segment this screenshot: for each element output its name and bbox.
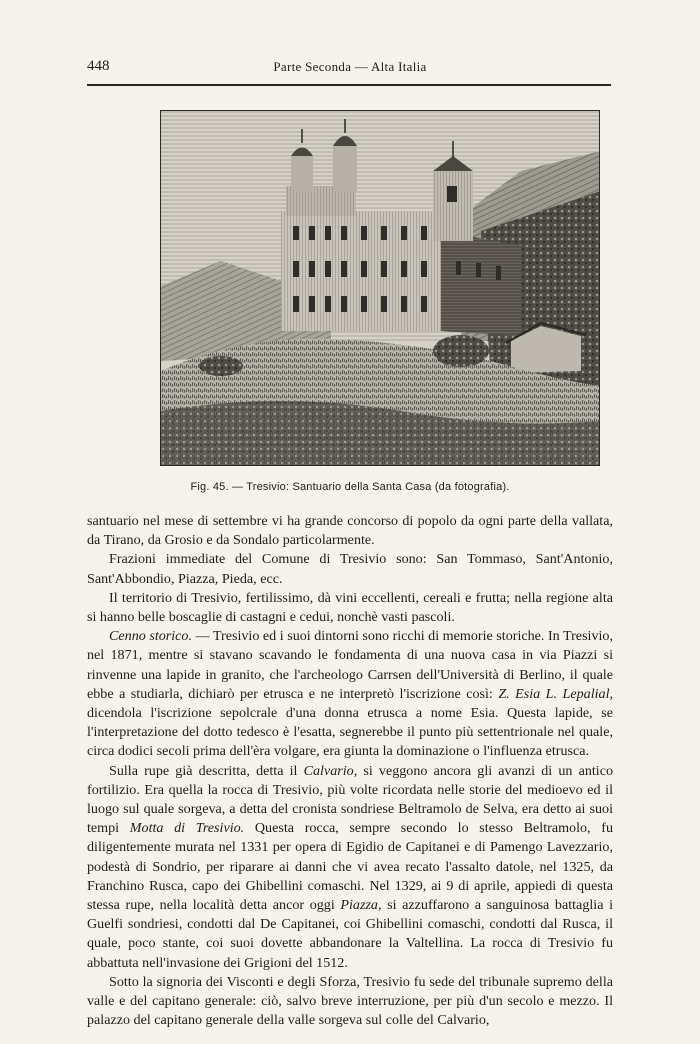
text-segment: santuario nel mese di settembre vi ha grande concorso di popolo da ogni parte della vallata, da Tirano, da Grosio e da Sondalo particolarmente. <box>87 513 613 549</box>
text-segment: Sulla rupe già descritta, detta il <box>109 762 304 779</box>
text-segment: Il territorio di Tresivio, fertilissimo, dà vini eccellenti, cereali e frutta; nella regione alta si hanno belle boscaglie di castagni e cedui, nonchè vasti pascoli. <box>87 589 613 626</box>
text-segment: Sotto la signoria dei Visconti e degli Sforza, Tresivio fu sede del tribunale supremo della valle e del capitano generale: ciò, salvo breve interruzione, per più d'un secolo e mezzo. Il palazzo del capitano generale della valle sorgeva sul colle del Calvario, <box>87 973 613 1029</box>
sanctuary-engraving-illustration <box>161 111 600 466</box>
body-text <box>87 512 613 1030</box>
text-segment: si veggono ancora gli avanzi di un antico fortilizio. Era quella la rocca di Tresivio, più volte ricordata nelle storie del medioevo ed il luogo sul quale sorgeva, a detta del cronista sondriese Beltramolo de Selva, era detto ai suoi tempi <box>87 762 613 837</box>
text-segment: dicendola l'iscrizione sepolcrale d'una donna etrusca a nome Esia. Questa lapide, se l'interpretazione del dotto tedesco è l'esatta, segnerebbe il punto più settentrionale nel quale, circa dodici secoli prima dell'èra volgare, era giunta la dominazione o l'influenza etrusca. <box>87 705 613 760</box>
italic-term-calvario: Calvario, <box>303 762 358 779</box>
paragraph <box>87 550 613 588</box>
header-rule <box>87 84 611 86</box>
italic-term-piazza: Piazza, <box>340 897 382 914</box>
running-title: Parte Seconda — Alta Italia <box>273 59 427 74</box>
text-segment: — Tresivio ed i suoi dintorni sono ricchi di memorie storiche. In Tresivio, nel 1871, mentre si stavano scavando le fondamenta di una nuova casa in via Piazzi si rinvenne una lapide in granito, che l'archeologo Carrsen dell'Università di Berlino, il quale ebbe a studiarla, dichiarò per etrusca e ne interpretò l'iscrizione così: <box>87 628 613 702</box>
paragraph <box>87 512 613 550</box>
figure-caption: Fig. 45. — Tresivio: Santuario della Santa Casa (da fotografia). <box>190 481 510 493</box>
figure-engraving <box>160 110 600 466</box>
inscription-text: Z. Esia L. Lepalial, <box>498 685 614 702</box>
paragraph <box>87 762 613 973</box>
section-heading-cenno-storico: Cenno storico. <box>109 628 193 645</box>
page-number: 448 <box>87 58 110 74</box>
text-segment: Questa rocca, sempre secondo lo stesso Beltramolo, fu diligentemente murata nel 1331 per opera di Egidio de Capitanei e di Pamengo Lavezzario, podestà di Sondrio, per riparare ai danni che vi avea recato l'assalto datole, nel 1325, da Franchino Rusca, capo dei Ghibellini comaschi. Nel 1329, ai 9 di aprile, appiedi di questa stessa rupe, nella località detta ancor oggi <box>87 820 613 914</box>
paragraph <box>87 627 613 761</box>
paragraph <box>87 973 613 1031</box>
text-segment: Frazioni immediate del Comune di Tresivio sono: San Tommaso, Sant'Antonio, Sant'Abbondio, Piazza, Pieda, ecc. <box>87 551 613 587</box>
italic-term-motta: Motta di Tresivio. <box>129 820 245 837</box>
paragraph <box>87 589 613 627</box>
text-segment: si azzuffarono a sanguinosa battaglia i Guelfi sondriesi, condotti dal De Capitanei, coi Ghibellini comaschi, condotti dal Rusca, il quale, poco stante, coi suoi dovette abbandonare la Valtellina. La rocca di Tresivio fu abbattuta nell'invasione dei Grigioni del 1512. <box>87 897 613 971</box>
